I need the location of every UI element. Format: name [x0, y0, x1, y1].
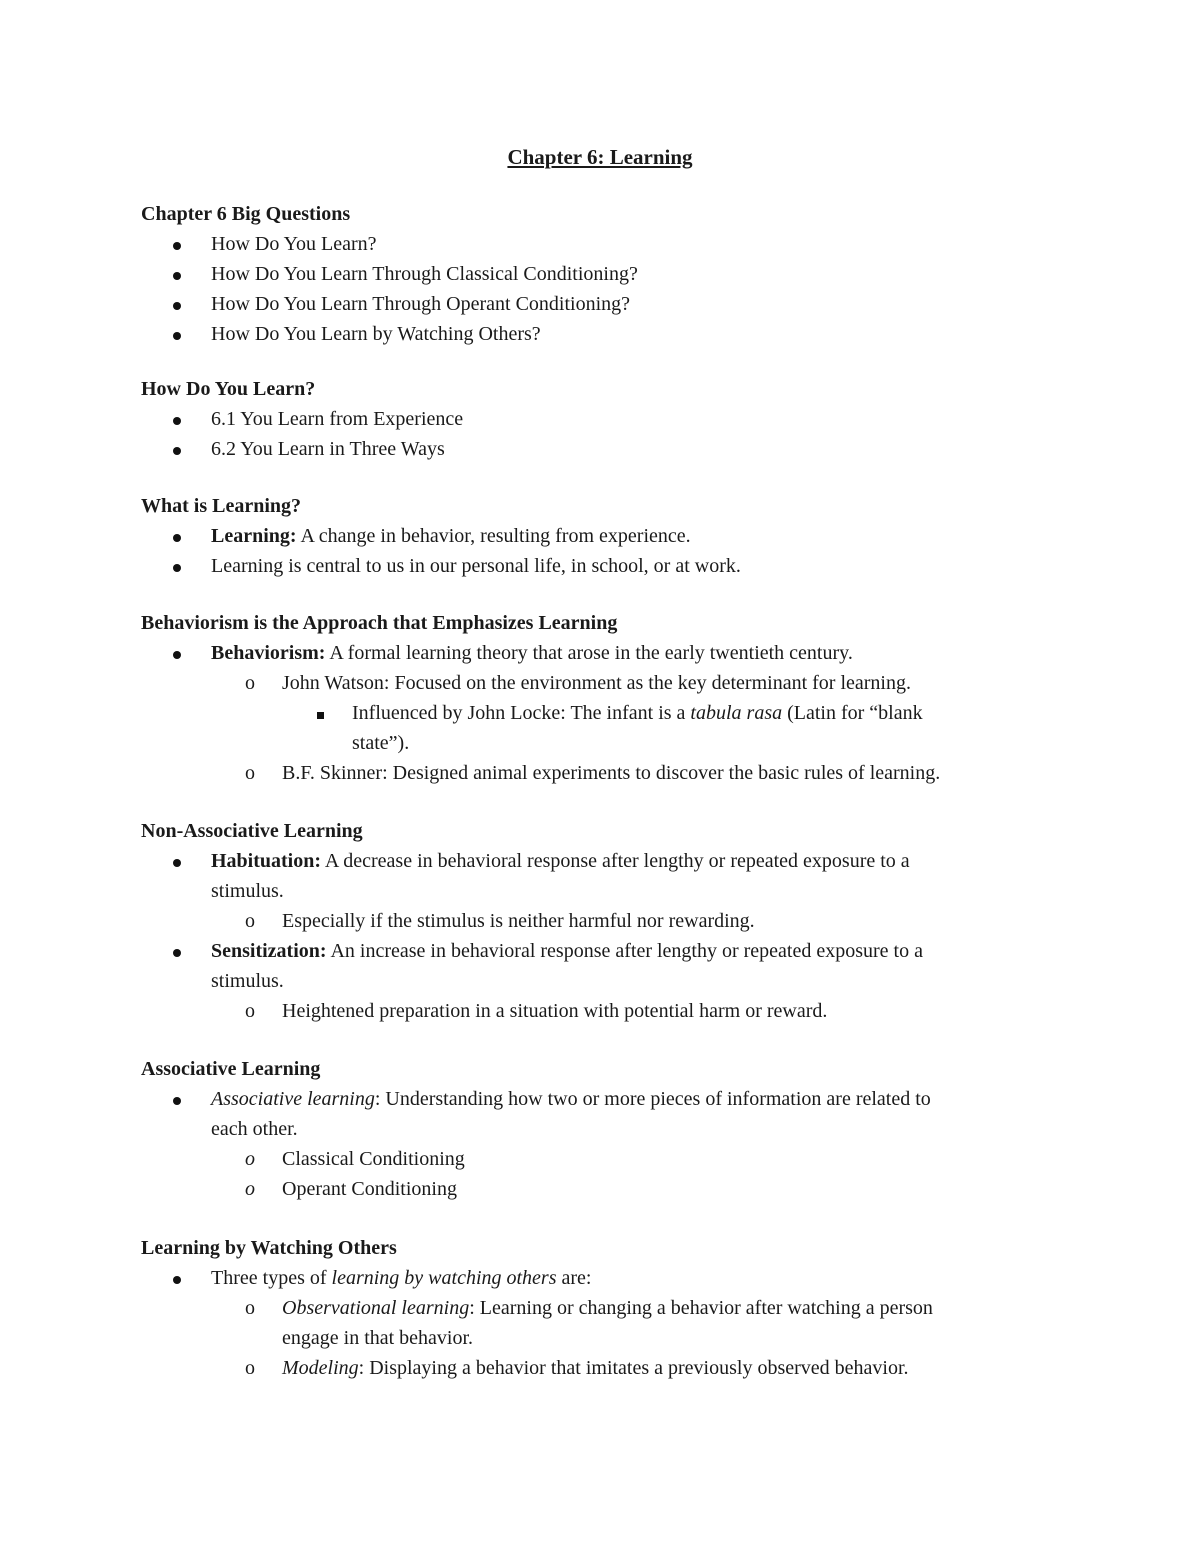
- circle-bullet-icon: o: [245, 762, 255, 784]
- list-item: o John Watson: Focused on the environment as the key determinant for learning.: [141, 668, 1071, 698]
- list-item: o Modeling: Displaying a behavior that imitates a previously observed behavior.: [141, 1353, 1071, 1383]
- list-item: How Do You Learn Through Operant Conditioning?: [141, 289, 1071, 319]
- list-item: o Operant Conditioning: [141, 1174, 1071, 1204]
- section-heading: Behaviorism is the Approach that Emphasizes Learning: [141, 612, 618, 634]
- bullet-icon: [173, 289, 181, 319]
- list-item: o Heightened preparation in a situation with potential harm or reward.: [141, 996, 1071, 1026]
- circle-bullet-icon: o: [245, 1000, 255, 1022]
- list-item: o Observational learning: Learning or changing a behavior after watching a person engage in that behavior.: [141, 1293, 1071, 1353]
- bullet-icon: [173, 521, 181, 551]
- list-item: How Do You Learn Through Classical Conditioning?: [141, 259, 1071, 289]
- circle-bullet-icon: o: [245, 1357, 255, 1379]
- section-heading: Chapter 6 Big Questions: [141, 203, 351, 225]
- list-item: 6.2 You Learn in Three Ways: [141, 434, 1071, 464]
- bullet-icon: [173, 229, 181, 259]
- section-heading: How Do You Learn?: [141, 378, 316, 400]
- list-item: Behaviorism: A formal learning theory that arose in the early twentieth century.: [141, 638, 1071, 668]
- circle-bullet-icon: o: [245, 910, 255, 932]
- page-title: Chapter 6: Learning: [507, 145, 693, 169]
- section-associative: [141, 1054, 1071, 1204]
- term: Associative learning: [211, 1088, 375, 1110]
- bullet-icon: [173, 404, 181, 434]
- list-item: Habituation: A decrease in behavioral response after lengthy or repeated exposure to a stimulus.: [141, 846, 1071, 906]
- list-item: Learning: A change in behavior, resulting from experience.: [141, 521, 1071, 551]
- list-item: o B.F. Skinner: Designed animal experiments to discover the basic rules of learning.: [141, 758, 1071, 788]
- list-item: Learning is central to us in our personal life, in school, or at work.: [141, 551, 1071, 581]
- section-big-questions: [141, 199, 1071, 349]
- term: Modeling: [282, 1357, 359, 1379]
- circle-bullet-icon: o: [245, 1148, 255, 1170]
- section-how-do-you-learn: [141, 374, 1071, 464]
- circle-bullet-icon: o: [245, 672, 255, 694]
- section-non-associative: [141, 816, 1071, 1026]
- circle-bullet-icon: o: [245, 1178, 255, 1200]
- term: Learning:: [211, 525, 297, 547]
- section-heading: Associative Learning: [141, 1058, 321, 1080]
- section-watching-others: [141, 1233, 1071, 1383]
- section-heading: What is Learning?: [141, 495, 302, 517]
- term: Habituation:: [211, 850, 322, 872]
- list-item: 6.1 You Learn from Experience: [141, 404, 1071, 434]
- bullet-icon: [173, 551, 181, 581]
- bullet-icon: [173, 259, 181, 289]
- bullet-icon: [173, 434, 181, 464]
- square-bullet-icon: [317, 698, 324, 728]
- bullet-icon: [173, 1263, 181, 1293]
- circle-bullet-icon: o: [245, 1297, 255, 1319]
- section-behaviorism: [141, 608, 1071, 788]
- list-item: Sensitization: An increase in behavioral response after lengthy or repeated exposure to a stimulus.: [141, 936, 1071, 996]
- bullet-icon: [173, 638, 181, 668]
- list-item: Three types of learning by watching others are:: [141, 1263, 1071, 1293]
- list-item: Influenced by John Locke: The infant is a tabula rasa (Latin for “blank state”).: [141, 698, 1071, 758]
- term: Observational learning: [282, 1297, 470, 1319]
- list-item: o Especially if the stimulus is neither harmful nor rewarding.: [141, 906, 1071, 936]
- bullet-icon: [173, 1084, 181, 1114]
- section-heading: Non-Associative Learning: [141, 820, 363, 842]
- list-item: How Do You Learn by Watching Others?: [141, 319, 1071, 349]
- list-item: o Classical Conditioning: [141, 1144, 1071, 1174]
- term: Behaviorism:: [211, 642, 326, 664]
- section-heading: Learning by Watching Others: [141, 1237, 397, 1259]
- bullet-icon: [173, 846, 181, 876]
- term: Sensitization:: [211, 940, 327, 962]
- bullet-icon: [173, 936, 181, 966]
- list-item: How Do You Learn?: [141, 229, 1071, 259]
- list-item: Associative learning: Understanding how two or more pieces of information are related to each other.: [141, 1084, 1071, 1144]
- bullet-icon: [173, 319, 181, 349]
- section-what-is-learning: [141, 491, 1071, 581]
